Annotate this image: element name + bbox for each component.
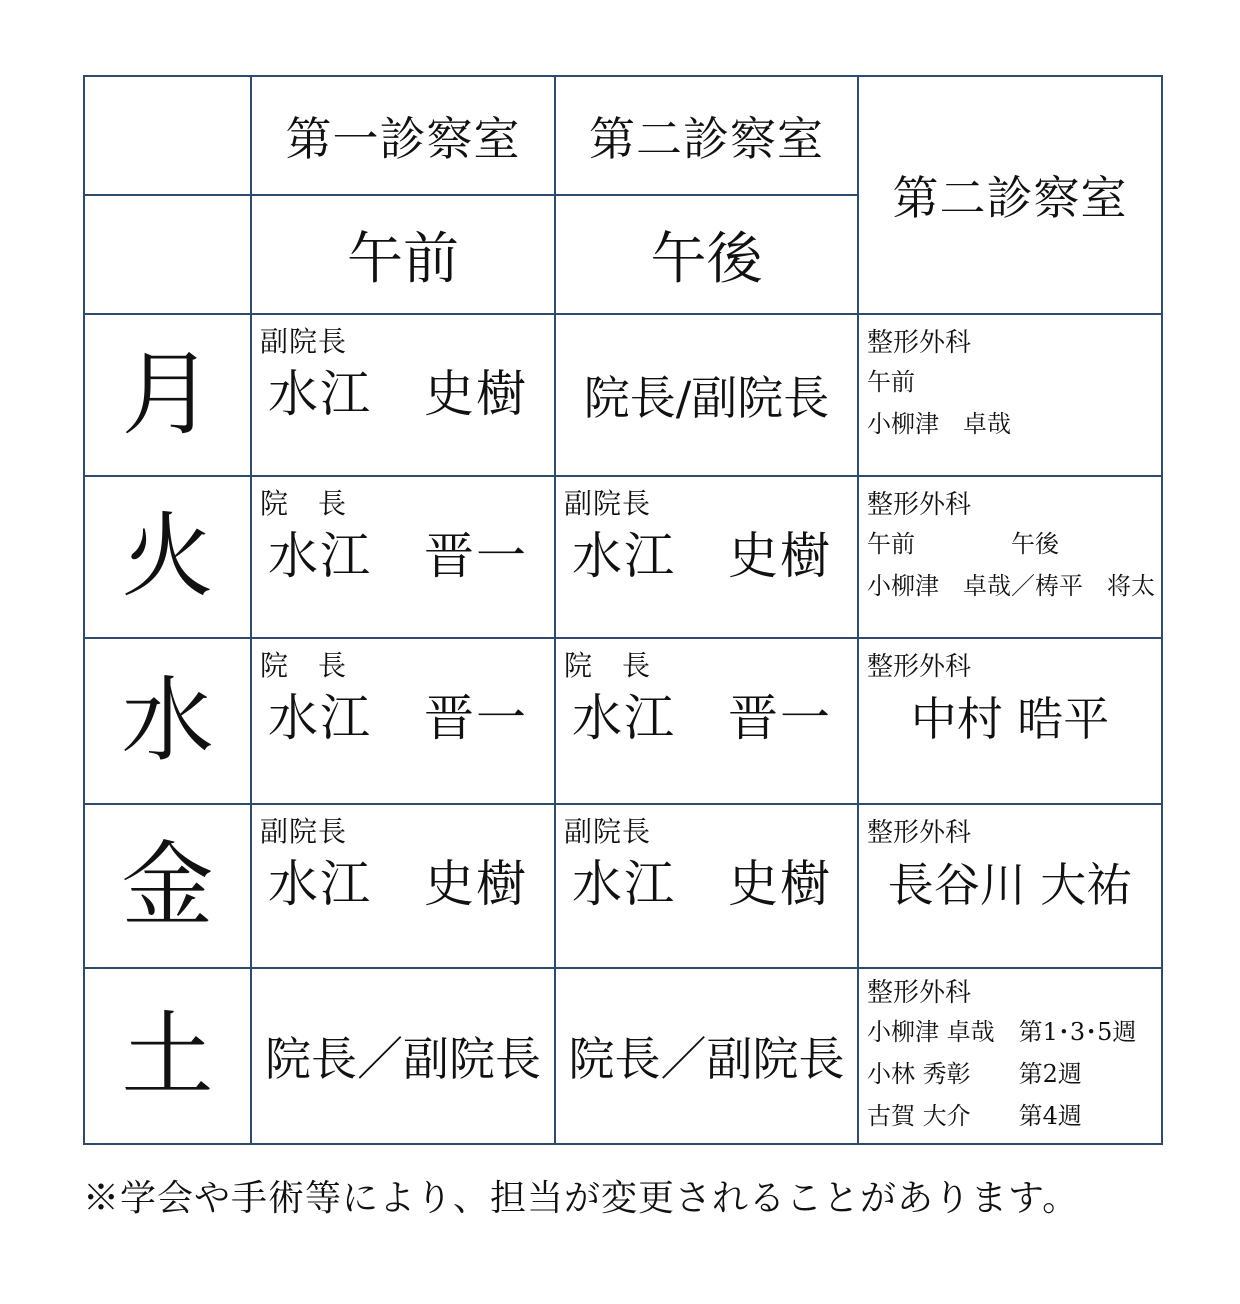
ortho-cell: [858, 476, 1162, 638]
day-label: 月: [84, 314, 251, 476]
row-friday: [84, 804, 1162, 968]
ortho-line: 小柳津 卓哉: [867, 410, 1011, 438]
doctor-name: 水江 晋一: [572, 689, 832, 747]
doctor-name: 水江 史樹: [572, 527, 832, 585]
row-tuesday: [84, 476, 1162, 638]
ortho-title: 整形外科: [867, 490, 972, 520]
day-label: 水: [84, 638, 251, 804]
pm-cell: 院長/副院長: [555, 314, 858, 476]
ortho-cell: [858, 968, 1162, 1144]
doctor-name: 水江 史樹: [268, 855, 528, 913]
ortho-title: 整形外科: [867, 652, 972, 682]
ortho-title: 整形外科: [867, 978, 972, 1008]
ortho-title: 整形外科: [867, 818, 972, 848]
doctor-role: 副院長: [564, 815, 652, 848]
corner-cell: [84, 76, 251, 195]
doctor-role: 副院長: [260, 325, 348, 358]
ortho-line: 古賀 大介 第4週: [867, 1102, 1082, 1130]
day-label: 火: [84, 476, 251, 638]
ortho-cell: [858, 314, 1162, 476]
consultation-schedule-table: [83, 75, 1163, 1145]
row-monday: [84, 314, 1162, 476]
doctor-name: 水江 晋一: [268, 689, 528, 747]
day-label: 土: [84, 968, 251, 1144]
ortho-line: 小柳津 卓哉／梼平 将太: [867, 572, 1155, 600]
ortho-doctor-name: 長谷川 大祐: [887, 858, 1133, 912]
doctor-role: 副院長: [564, 487, 652, 520]
ortho-doctor-name: 中村 晧平: [910, 692, 1110, 746]
room2-header: 第二診察室: [555, 76, 858, 195]
schedule-note: ※学会や手術等により、担当が変更されることがあります。: [83, 1178, 1080, 1219]
am-cell: [251, 314, 555, 476]
ortho-line: 小柳津 卓哉 第1･3･5週: [867, 1018, 1137, 1046]
day-label: 金: [84, 804, 251, 968]
am-cell: 院長／副院長: [251, 968, 555, 1144]
doctor-role: 院 長: [260, 487, 348, 520]
ortho-cell: [858, 638, 1162, 804]
ortho-line: 午前: [867, 368, 915, 396]
row-saturday: [84, 968, 1162, 1144]
pm-cell: [555, 476, 858, 638]
doctor-name: 水江 史樹: [268, 365, 528, 423]
pm-cell: [555, 638, 858, 804]
am-cell: [251, 638, 555, 804]
room3-header: 第二診察室: [858, 76, 1162, 314]
doctor-name: 水江 史樹: [572, 855, 832, 913]
doctor-role: 院 長: [564, 649, 652, 682]
header-row-rooms: [84, 76, 1162, 195]
ortho-cell: [858, 804, 1162, 968]
ortho-line: 小林 秀彰 第2週: [867, 1060, 1082, 1088]
am-cell: [251, 804, 555, 968]
corner-cell-2: [84, 195, 251, 314]
room1-header: 第一診察室: [251, 76, 555, 195]
doctor-role: 副院長: [260, 815, 348, 848]
am-cell: [251, 476, 555, 638]
row-wednesday: [84, 638, 1162, 804]
ortho-title: 整形外科: [867, 328, 972, 358]
ortho-line: 午前 午後: [867, 530, 1059, 558]
pm-cell: 院長／副院長: [555, 968, 858, 1144]
doctor-role: 院 長: [260, 649, 348, 682]
doctor-name: 水江 晋一: [268, 527, 528, 585]
pm-header: 午後: [555, 195, 858, 314]
am-header: 午前: [251, 195, 555, 314]
pm-cell: [555, 804, 858, 968]
